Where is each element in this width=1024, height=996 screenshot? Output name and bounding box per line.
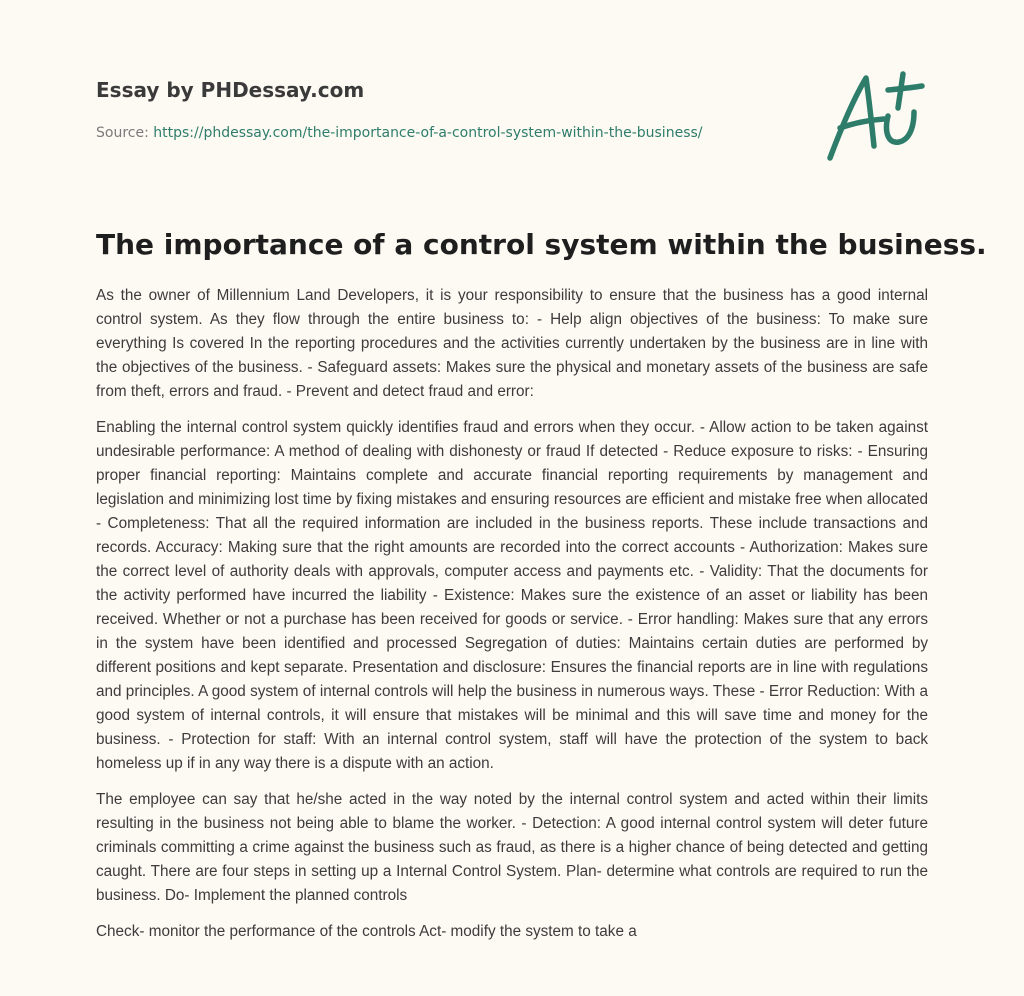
source-line [96, 124, 796, 142]
essay-title: The importance of a control system within the business. [96, 228, 987, 261]
essay-paragraph: Enabling the internal control system quickly identifies fraud and errors when they occur. - Allow action to be taken against undesirable performance: A method of dealing with dishonesty or fraud If detected - Reduce exposure to risks: - Ensuring proper financial reporting: Maintains complete and accurate financial reporting requirements by management and legislation and minimizing lost time by fixing mistakes and ensuring resources are efficient and mistake free when allocated - Completeness: That all the required information are included in the business reports. These include transactions and records. Accuracy: Making sure that the right amounts are recorded into the correct accounts - Authorization: Makes sure the correct level of authority deals with approvals, computer access and payments etc. - Validity: That the documents for the activity performed have incurred the liability - Existence: Makes sure the existence of an asset or liability has been received. Whether or not a purchase has been received for goods or service. - Error handling: Makes sure that any errors in the system have been identified and processed Segregation of duties: Maintains certain duties are performed by different positions and kept separate. Presentation and disclosure: Ensures the financial reports are in line with regulations and principles. A good system of internal controls will help the business in numerous ways. These - Error Reduction: With a good system of internal controls, it will ensure that mistakes will be minimal and this will save time and money for the business. - Protection for staff: With an internal control system, staff will have the protection of the system to back homeless up if in any way there is a dispute with an action. [96, 419, 928, 772]
page-header [96, 76, 796, 142]
essay-paragraph: The employee can say that he/she acted in the way noted by the internal control system and acted within their limits resulting in the business not being able to blame the worker. - Detection: A good internal control system will deter future criminals committing a crime against the business such as fraud, as there is a higher chance of being detected and getting caught. There are four steps in setting up a Internal Control System. Plan- determine what controls are required to run the business. Do- Implement the planned controls [96, 791, 928, 904]
a-plus-grade-icon [820, 66, 930, 166]
source-label: Source: [96, 125, 154, 141]
site-brand: Essay by PHDessay.com [96, 78, 365, 102]
essay-paragraph: Check- monitor the performance of the controls Act- modify the system to take a [96, 923, 637, 940]
source-link[interactable]: https://phdessay.com/the-importance-of-a-control-system-within-the-business/ [153, 125, 703, 141]
essay-paragraph: As the owner of Millennium Land Developers, it is your responsibility to ensure that the business has a good internal control system. As they flow through the entire business to: - Help align objectives of the business: To make sure everything Is covered In the reporting procedures and the activities currently undertaken by the business are in line with the objectives of the business. - Safeguard assets: Makes sure the physical and monetary assets of the business are safe from theft, errors and fraud. - Prevent and detect fraud and error: [96, 287, 928, 400]
essay-body [96, 284, 928, 956]
